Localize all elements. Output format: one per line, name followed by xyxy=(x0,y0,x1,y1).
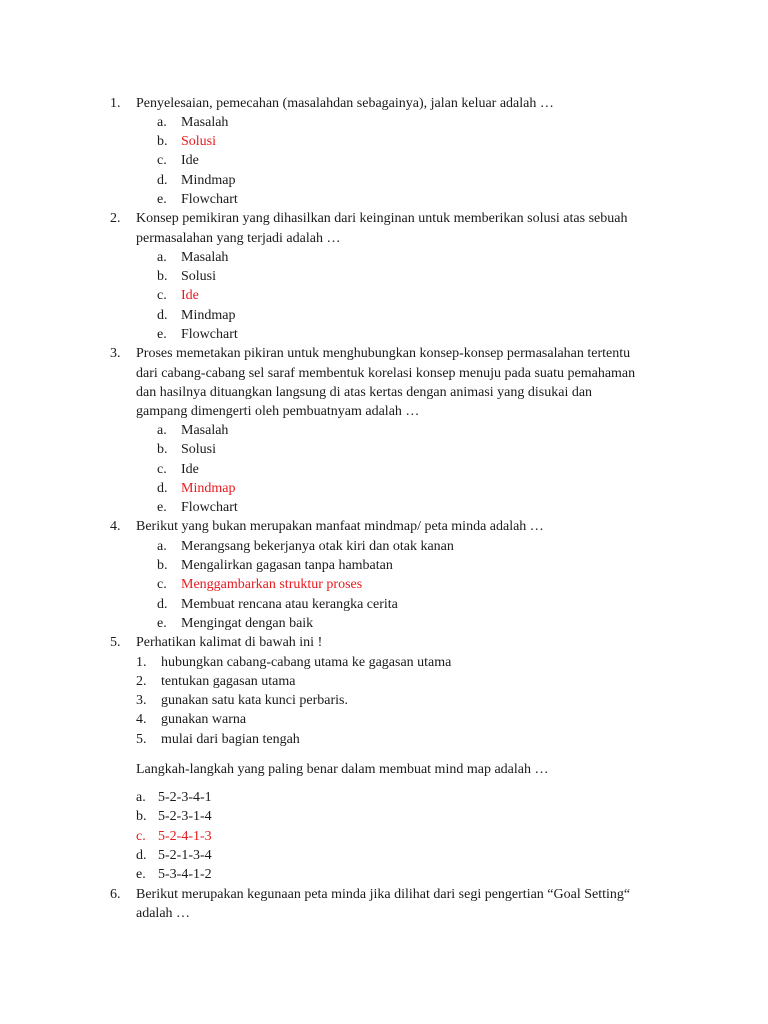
option-letter: b. xyxy=(157,134,168,149)
question-text: dari cabang-cabang sel saraf membentuk korelasi konsep menuju pada suatu pemahaman xyxy=(136,366,636,381)
question-number: 3. xyxy=(110,346,121,361)
question-number: 6. xyxy=(110,887,121,902)
option-text: 5-2-3-1-4 xyxy=(158,809,212,824)
step-number: 3. xyxy=(136,693,147,708)
option-text: Membuat rencana atau kerangka cerita xyxy=(181,597,398,612)
question-text: Perhatikan kalimat di bawah ini ! xyxy=(136,635,323,650)
option-text: Masalah xyxy=(181,423,229,438)
option-letter: c. xyxy=(157,577,167,592)
option-text: Masalah xyxy=(181,115,229,130)
option-letter: a. xyxy=(157,423,167,438)
step-number: 2. xyxy=(136,674,147,689)
question-number: 4. xyxy=(110,519,121,534)
option-letter: d. xyxy=(157,597,168,612)
option-letter: a. xyxy=(157,250,167,265)
option-text: Flowchart xyxy=(181,192,238,207)
option-letter: a. xyxy=(157,539,167,554)
step-number: 4. xyxy=(136,712,147,727)
option-text-correct: Ide xyxy=(181,288,199,303)
option-letter: d. xyxy=(157,308,168,323)
step-text: hubungkan cabang-cabang utama ke gagasan utama xyxy=(161,655,452,670)
option-letter: b. xyxy=(157,558,168,573)
option-text: 5-2-3-4-1 xyxy=(158,790,212,805)
step-number: 1. xyxy=(136,655,147,670)
question-text: permasalahan yang terjadi adalah … xyxy=(136,231,341,246)
step-text: mulai dari bagian tengah xyxy=(161,732,300,747)
option-text: Mindmap xyxy=(181,173,236,188)
question-text: Konsep pemikiran yang dihasilkan dari keinginan untuk memberikan solusi atas sebuah xyxy=(136,211,628,226)
option-letter: b. xyxy=(157,269,168,284)
option-text: Mengingat dengan baik xyxy=(181,616,314,631)
option-text: Flowchart xyxy=(181,500,238,515)
question-number: 5. xyxy=(110,635,121,650)
option-letter: a. xyxy=(136,790,146,805)
option-letter: d. xyxy=(157,173,168,188)
option-text: 5-2-1-3-4 xyxy=(158,848,212,863)
option-text-correct: Menggambarkan struktur proses xyxy=(181,577,363,592)
question-number: 2. xyxy=(110,211,121,226)
question-text: adalah … xyxy=(136,906,191,921)
option-text: Solusi xyxy=(181,442,217,457)
question-number: 1. xyxy=(110,96,121,111)
option-text-correct: 5-2-4-1-3 xyxy=(158,829,212,844)
question-text: Penyelesaian, pemecahan (masalahdan sebagainya), jalan keluar adalah … xyxy=(136,96,554,111)
option-text: 5-3-4-1-2 xyxy=(158,867,212,882)
question-text: Berikut yang bukan merupakan manfaat mindmap/ peta minda adalah … xyxy=(136,519,544,534)
option-letter: b. xyxy=(136,809,147,824)
option-text: Mengalirkan gagasan tanpa hambatan xyxy=(181,558,393,573)
option-letter: c. xyxy=(157,288,167,303)
option-letter: c. xyxy=(157,153,167,168)
option-text: Merangsang bekerjanya otak kiri dan otak kanan xyxy=(181,539,454,554)
option-letter: c. xyxy=(157,462,167,477)
option-letter: e. xyxy=(136,867,146,882)
step-text: gunakan warna xyxy=(161,712,247,727)
option-text: Mindmap xyxy=(181,308,236,323)
question-text: Berikut merupakan kegunaan peta minda jika dilihat dari segi pengertian “Goal Setting“ xyxy=(136,887,631,902)
option-text: Ide xyxy=(181,153,199,168)
option-letter: a. xyxy=(157,115,167,130)
option-text: Masalah xyxy=(181,250,229,265)
option-letter: e. xyxy=(157,192,167,207)
option-letter: b. xyxy=(157,442,168,457)
option-letter: e. xyxy=(157,616,167,631)
question-prompt: Langkah-langkah yang paling benar dalam membuat mind map adalah … xyxy=(136,762,549,777)
step-text: gunakan satu kata kunci perbaris. xyxy=(161,693,348,708)
question-text: Proses memetakan pikiran untuk menghubungkan konsep-konsep permasalahan tertentu xyxy=(136,346,631,361)
option-text: Solusi xyxy=(181,269,217,284)
option-text-correct: Mindmap xyxy=(181,481,236,496)
step-number: 5. xyxy=(136,732,147,747)
option-text-correct: Solusi xyxy=(181,134,217,149)
option-letter: d. xyxy=(136,848,147,863)
option-letter: e. xyxy=(157,327,167,342)
question-text: dan hasilnya dituangkan langsung di atas kertas dengan animasi yang disukai dan xyxy=(136,385,593,400)
option-text: Flowchart xyxy=(181,327,238,342)
step-text: tentukan gagasan utama xyxy=(161,674,296,689)
option-letter-correct: c. xyxy=(136,829,146,844)
question-text: gampang dimengerti oleh pembuatnyam adalah … xyxy=(136,404,420,419)
option-text: Ide xyxy=(181,462,199,477)
option-letter: e. xyxy=(157,500,167,515)
option-letter: d. xyxy=(157,481,168,496)
